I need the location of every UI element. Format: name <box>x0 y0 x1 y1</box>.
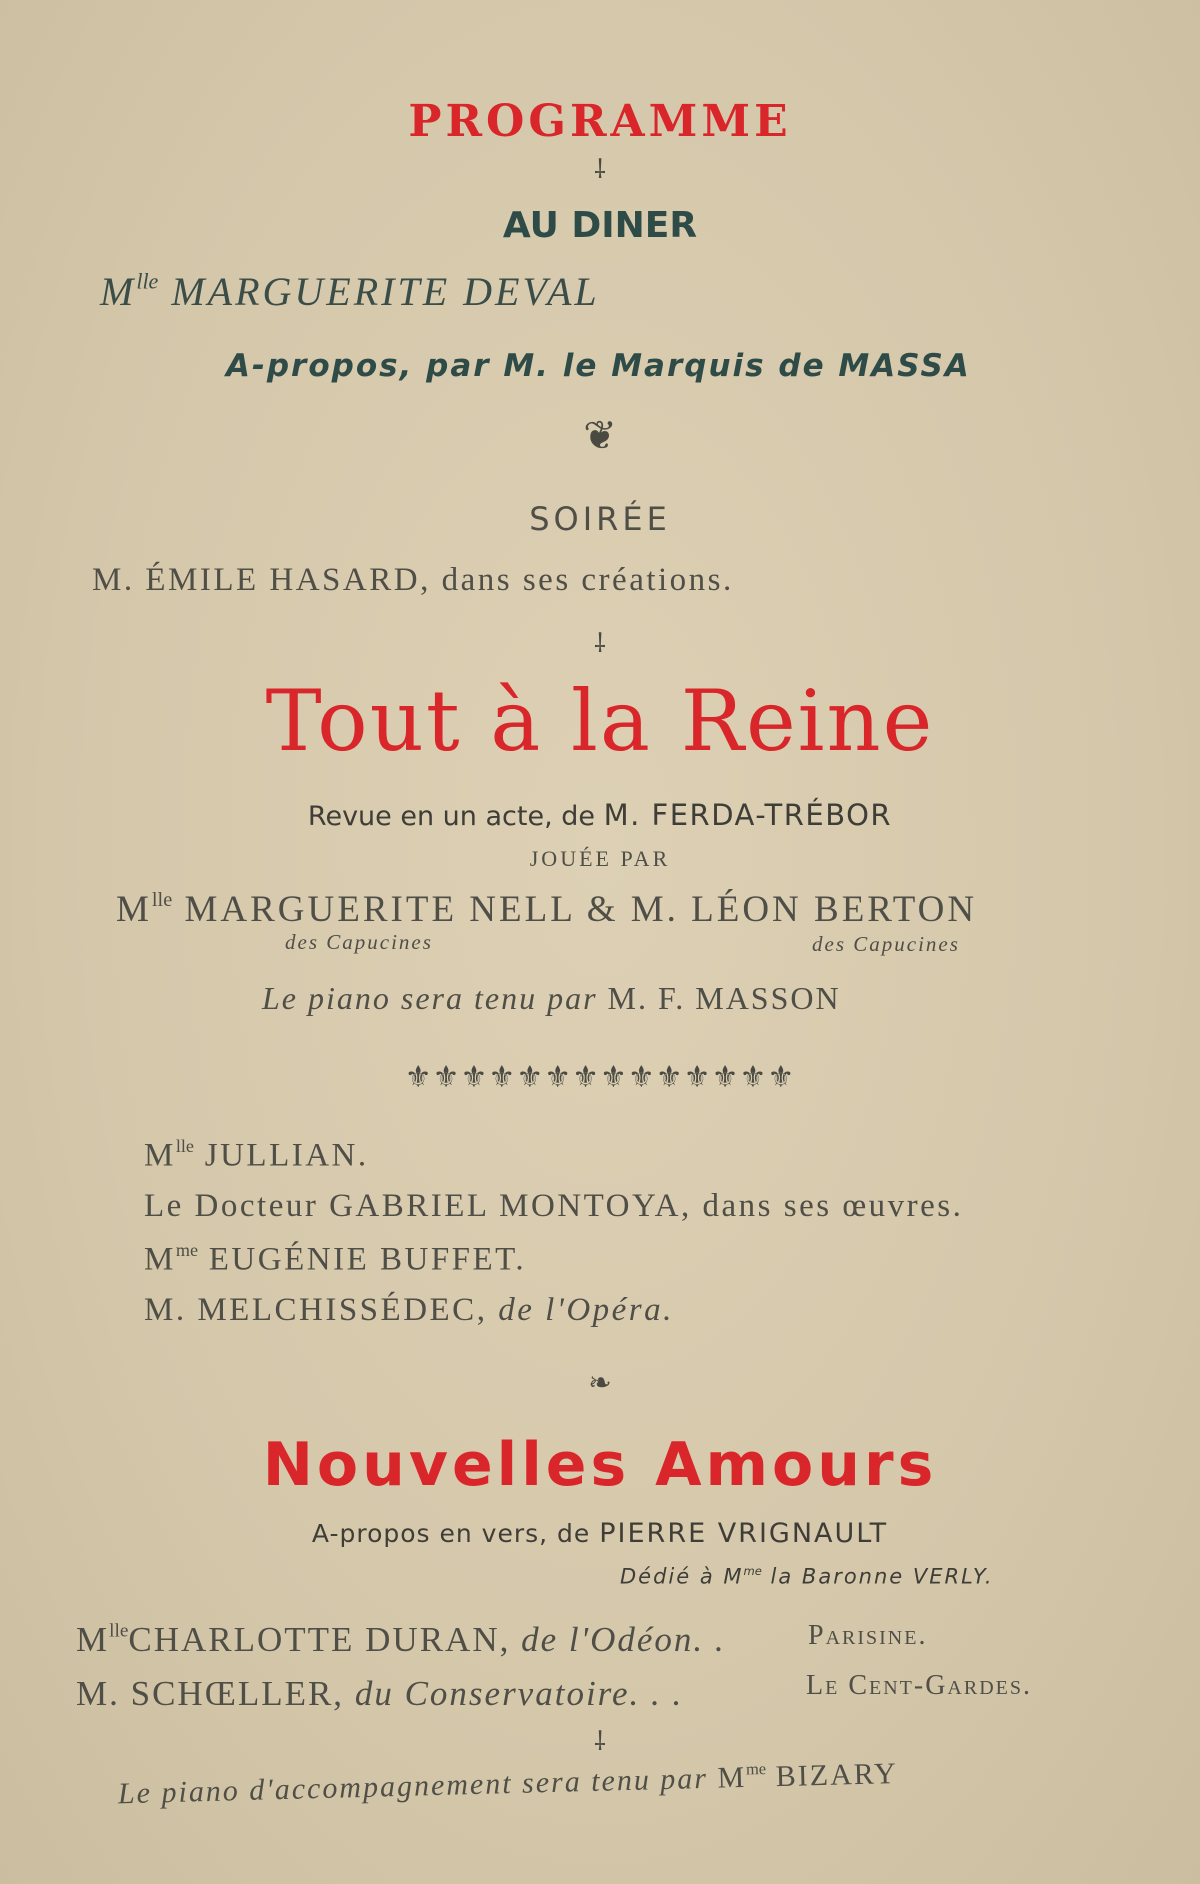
deval-line: $M^{lle}$ MARGUERITE DEVAL <box>100 268 600 314</box>
cast-line: $M^{lle}$ MARGUERITE NELL & M. LÉON BERTON <box>116 888 978 930</box>
role-parisine: Parisine. <box>808 1620 928 1651</box>
artist-buffet: $M^{me}$ EUGÉNIE BUFFET. <box>144 1240 527 1278</box>
artist-montoya: Le Docteur GABRIEL MONTOYA, dans ses œuvres. <box>144 1188 964 1224</box>
programme-title: PROGRAMME <box>408 96 792 147</box>
soiree-heading: SOIRÉE <box>529 500 671 538</box>
fleur-de-lis-row-icon: ⚜⚜⚜⚜⚜⚜⚜⚜⚜⚜⚜⚜⚜⚜ <box>404 1061 796 1094</box>
ornament-cross-1: ⸸ <box>593 155 607 184</box>
piano-bizary-line: Le piano d'accompagnement sera tenu par $M^{me}$ BIZARY <box>117 1756 899 1811</box>
scroll-ornament-icon: ❧ <box>588 1368 612 1399</box>
revue-subtitle: Revue en un acte, de M. FERDA-TRÉBOR <box>307 798 893 832</box>
ornament-cross-2: ⸸ <box>593 629 607 658</box>
artist-jullian: $M^{lle}$ JULLIAN. <box>144 1136 369 1174</box>
artist-melchissedec: M. MELCHISSÉDEC, de l'Opéra. <box>144 1292 674 1328</box>
nouvelles-amours-title: Nouvelles Amours <box>262 1430 938 1500</box>
role-cent-gardes: Le Cent-Gardes. <box>806 1670 1032 1701</box>
performer-schoeller: M. SCHŒLLER, du Conservatoire. . . <box>76 1674 684 1713</box>
capucines-label-2: des Capucines <box>812 932 960 956</box>
performer-duran: $M^{lle}CHARLOTTE$ DURAN, de l'Odéon. . <box>76 1620 726 1659</box>
jouee-par-label: JOUÉE PAR <box>529 846 671 871</box>
capucines-label-1: des Capucines <box>285 930 433 954</box>
piano-masson-line: Le piano sera tenu par M. F. MASSON <box>262 980 841 1016</box>
ornament-cross-3: ⸸ <box>593 1727 607 1756</box>
apropos-massa-line: A-propos, par M. le Marquis de MASSA <box>226 348 971 384</box>
fleur-ornament-icon: ❦ <box>583 413 617 458</box>
au-diner-heading: AU DINER <box>502 205 698 246</box>
hasard-line: M. ÉMILE HASARD, dans ses créations. <box>92 562 734 598</box>
tout-a-la-reine-title: Tout à la Reine <box>265 672 935 770</box>
dedie-line: Dédié à $M^{me}$ la Baronne VERLY. <box>620 1564 994 1589</box>
nouvelles-subtitle: A-propos en vers, de PIERRE VRIGNAULT <box>311 1518 889 1549</box>
